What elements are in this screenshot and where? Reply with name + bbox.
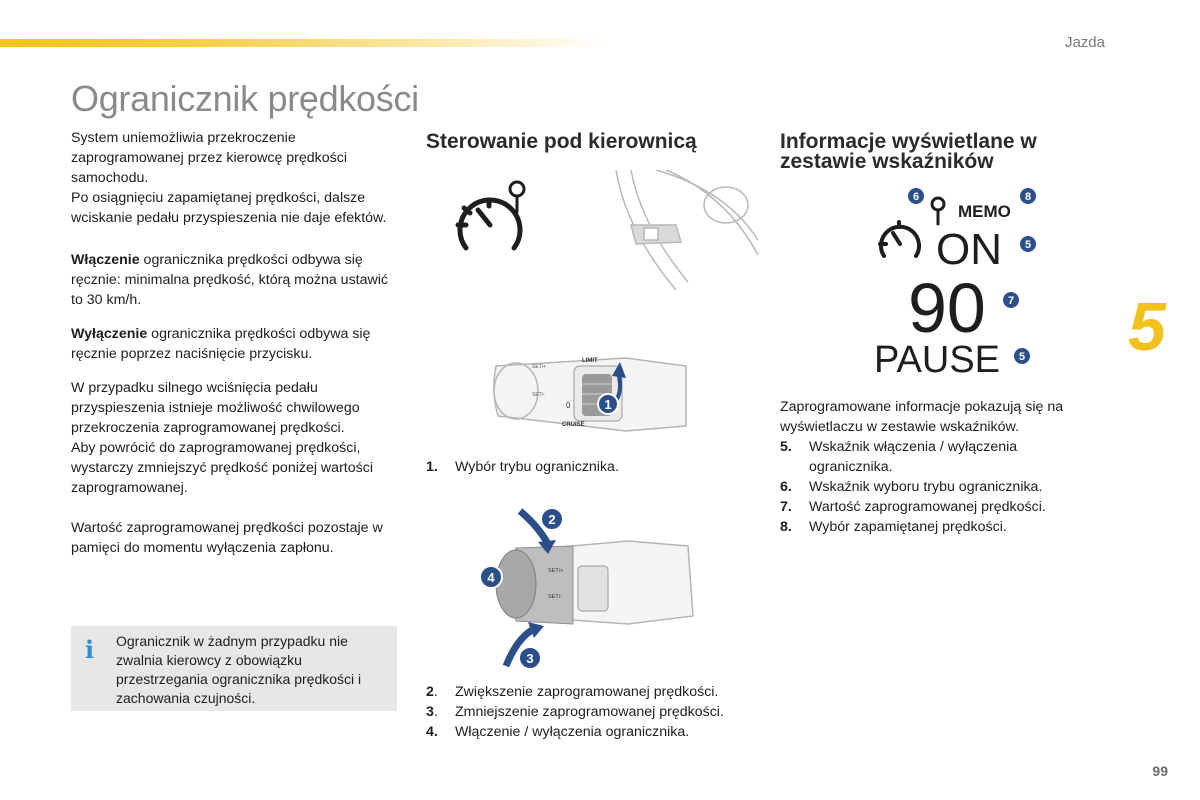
set-plus-label: SET/+ — [548, 568, 564, 574]
item-number-separator: . — [433, 704, 438, 720]
callout-3-label: 3 — [526, 651, 534, 666]
stalk-set-buttons-illustration — [478, 506, 703, 671]
callout-2-label: 2 — [548, 512, 556, 527]
mode-selector-housing — [578, 566, 608, 611]
speed-value: 90 — [908, 269, 986, 347]
callout-4-label: 4 — [487, 570, 495, 585]
zero-label: 0 — [566, 401, 571, 410]
disable-description: ogranicznika prędkości odbywa się ręcznie poprzez naciśnięcie przycisku. — [71, 326, 371, 362]
chapter-number: 5 — [1128, 289, 1166, 365]
list-item — [780, 517, 1090, 537]
intro-paragraph-1: System uniemożliwia przekroczenie zaprogramowanej przez kierowcę prędkości samochodu. — [71, 130, 347, 186]
enable-term: Włączenie — [71, 252, 140, 268]
steering-wheel-drawing — [616, 170, 758, 290]
header-accent-bar — [0, 39, 610, 47]
item-text: Włączenie / wyłączenia ogranicznika. — [455, 724, 690, 740]
steering-wheel-illustration — [426, 170, 758, 310]
set-minus-label: SET/- — [548, 594, 563, 600]
callout-7-label: 7 — [1007, 295, 1015, 307]
item-number: 6. — [780, 479, 792, 495]
callout-5-bottom-label: 5 — [1018, 351, 1026, 363]
callout-5-top-label: 5 — [1024, 239, 1032, 251]
set-plus-label: SET/+ — [532, 364, 547, 370]
list-item — [780, 497, 1090, 517]
item-text: Wskaźnik włączenia / wyłączenia ogranicznika. — [809, 439, 1018, 475]
stalk-end-button — [496, 550, 536, 618]
limit-label: LIMIT — [582, 358, 598, 364]
steering-controls-heading: Sterowanie pod kierownicą — [426, 130, 697, 153]
item-number: 2 — [426, 684, 434, 700]
on-label: ON — [936, 225, 1002, 274]
item-number: 8. — [780, 519, 792, 535]
enable-paragraph — [71, 250, 401, 310]
info-note-text: Ogranicznik w żadnym przypadku nie zwalnia kierowcy z obowiązku przestrzegania ogranicznika prędkości i zachowania czujności. — [116, 633, 362, 706]
item-text: Wybór zapamiętanej prędkości. — [809, 519, 1007, 535]
memory-paragraph: Wartość zaprogramowanej prędkości pozostaje w pamięci do momentu wyłączenia zapłonu. — [71, 520, 383, 556]
callout-8-label: 8 — [1024, 191, 1032, 203]
item-number: 3 — [426, 704, 434, 720]
display-info-heading-line1: Informacje wyświetlane w — [780, 130, 1037, 153]
item-number: 5. — [780, 439, 792, 455]
memo-label: MEMO — [958, 202, 1011, 221]
stalk-mode-selector-illustration — [486, 336, 696, 446]
page-title: Ogranicznik prędkości — [71, 78, 419, 119]
item-text: Wartość zaprogramowanej prędkości. — [809, 499, 1046, 515]
pause-label: PAUSE — [874, 339, 1001, 380]
set-minus-label: SET/- — [532, 392, 545, 398]
page-number: 99 — [1152, 763, 1168, 779]
section-name: Jazda — [1064, 34, 1105, 51]
item-number: 4. — [426, 724, 438, 740]
intro-paragraph-2: Po osiągnięciu zapamiętanej prędkości, dalsze wciskanie pedału przyspieszenia nie daje efektów. — [71, 190, 387, 226]
item-text: Zmniejszenie zaprogramowanej prędkości. — [455, 704, 724, 720]
speedometer-limiter-icon — [880, 198, 944, 256]
list-item — [780, 477, 1090, 497]
overshoot-paragraph: W przypadku silnego wciśnięcia pedału przyspieszenia istnieje możliwość chwilowego przekroczenia zaprogramowanej prędkości. — [71, 380, 360, 436]
disable-term: Wyłączenie — [71, 326, 148, 342]
list-item — [426, 702, 766, 722]
item-1 — [426, 457, 756, 477]
item-1-number: 1. — [426, 459, 438, 475]
callout-1-label: 1 — [604, 397, 612, 412]
display-intro-paragraph: Zaprogramowane informacje pokazują się na wyświetlaczu w zestawie wskaźników. — [780, 399, 1064, 435]
return-paragraph: Aby powrócić do zaprogramowanej prędkości, wystarczy zmniejszyć prędkość poniżej wartości zaprogramowanej. — [71, 440, 373, 496]
item-number: 7. — [780, 499, 792, 515]
speedometer-limiter-icon — [458, 182, 524, 248]
info-icon: i — [85, 635, 95, 664]
item-number-separator: . — [433, 684, 438, 700]
item-text: Zwiększenie zaprogramowanej prędkości. — [455, 684, 719, 700]
enable-description: ogranicznika prędkości odbywa się ręcznie: minimalna prędkość, którą można ustawić to 30 km/h. — [71, 252, 388, 308]
items-2-4-list — [426, 682, 766, 742]
list-item — [426, 722, 766, 742]
list-item — [780, 437, 1090, 477]
list-item — [426, 682, 766, 702]
callout-6-label: 6 — [912, 191, 920, 203]
item-text: Wskaźnik wyboru trybu ogranicznika. — [809, 479, 1043, 495]
item-1-text: Wybór trybu ogranicznika. — [455, 459, 619, 475]
info-note-box — [71, 626, 397, 711]
display-info-heading-line2: zestawie wskaźników — [780, 150, 994, 173]
disable-paragraph — [71, 324, 401, 364]
instrument-cluster-display — [866, 180, 1046, 380]
cruise-label: CRUISE — [562, 422, 585, 428]
display-items-list — [780, 437, 1090, 537]
